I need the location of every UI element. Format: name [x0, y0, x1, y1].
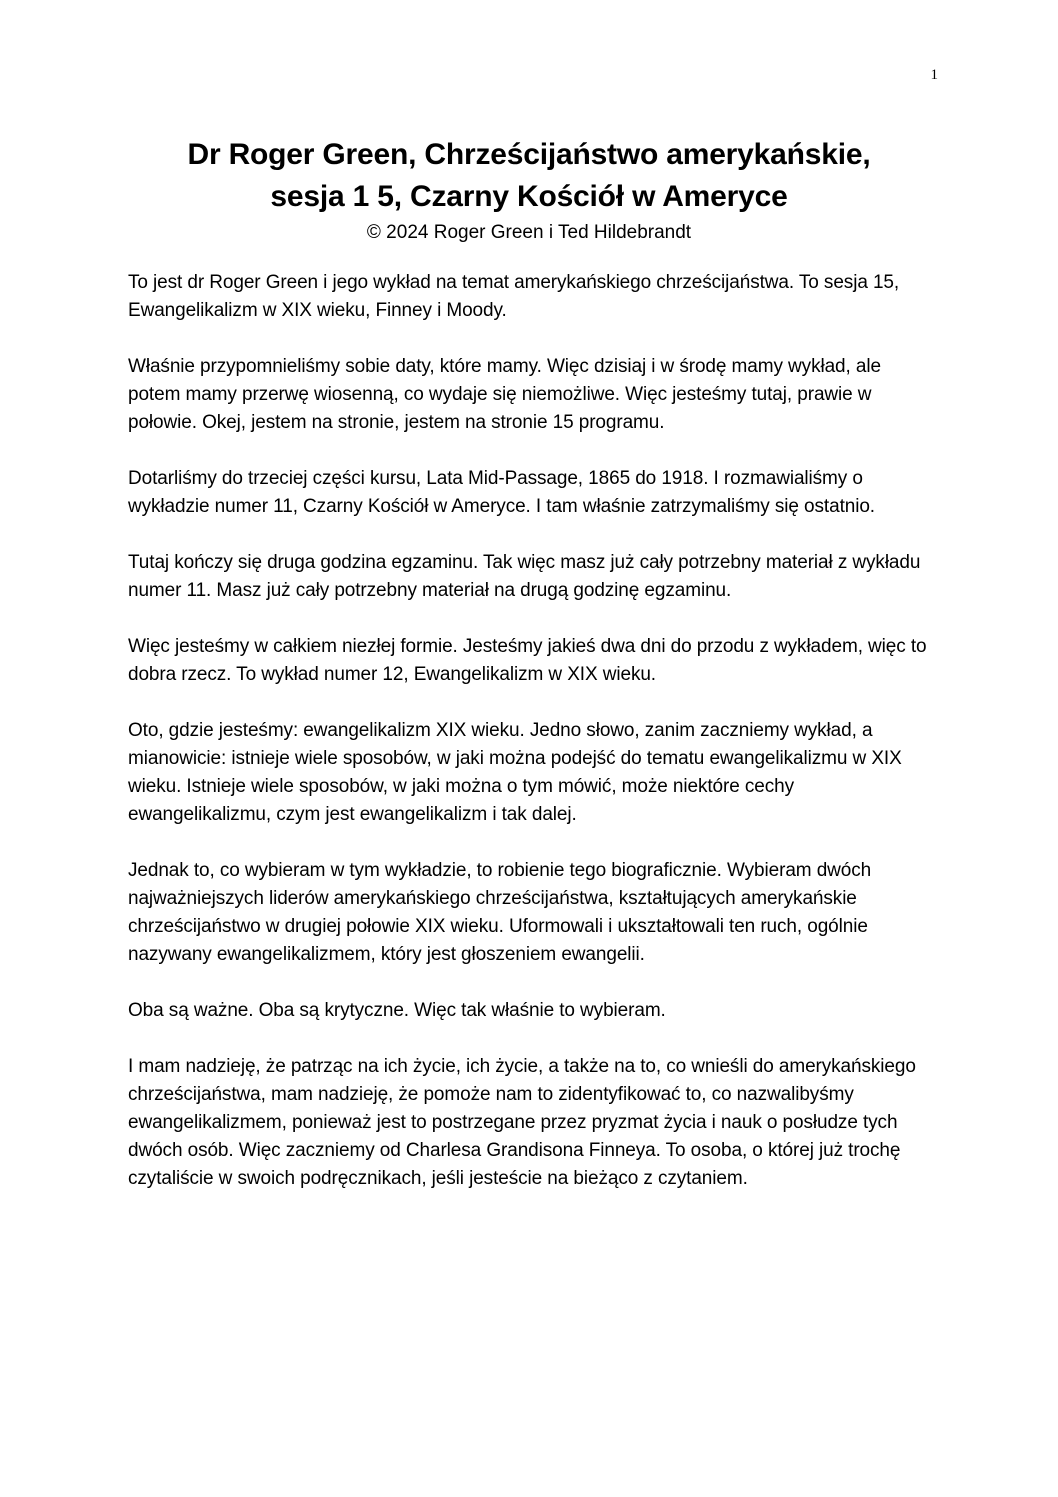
paragraph-1: To jest dr Roger Green i jego wykład na temat amerykańskiego chrześcijaństwa. To sesja 15, Ewangelikalizm w XIX wieku, Finney i Moody.	[128, 272, 900, 321]
document-header	[120, 134, 938, 245]
document-title	[120, 134, 938, 218]
paragraph-2: Właśnie przypomnieliśmy sobie daty, które mamy. Więc dzisiaj i w środę mamy wykład, ale potem mamy przerwę wiosenną, co wydaje się niemożliwe. Więc jesteśmy tutaj, prawie w połowie. Okej, jestem na stronie, jestem na stronie 15 programu.	[128, 356, 881, 433]
paragraph-7: Jednak to, co wybieram w tym wykładzie, to robienie tego biograficznie. Wybieram dwóch najważniejszych liderów amerykańskiego chrześcijaństwa, kształtujących amerykańskie chrześcijaństwo w drugiej połowie XIX wieku. Uformowali i ukształtowali ten ruch, ogólnie nazywany ewangelikalizmem, który jest głoszeniem ewangelii.	[128, 860, 872, 965]
paragraph-4: Tutaj kończy się druga godzina egzaminu. Tak więc masz już cały potrzebny materiał z wykładu numer 11. Masz już cały potrzebny materiał na drugą godzinę egzaminu.	[128, 552, 921, 601]
page-number: 1	[930, 67, 938, 83]
paragraph-5: Więc jesteśmy w całkiem niezłej formie. Jesteśmy jakieś dwa dni do przodu z wykładem, więc to dobra rzecz. To wykład numer 12, Ewangelikalizm w XIX wieku.	[128, 636, 927, 685]
copyright-line: © 2024 Roger Green i Ted Hildebrandt	[366, 222, 692, 243]
document-body	[128, 269, 938, 1221]
paragraph-8: Oba są ważne. Oba są krytyczne. Więc tak właśnie to wybieram.	[128, 1000, 666, 1021]
paragraph-9: I mam nadzieję, że patrząc na ich życie, ich życie, a także na to, co wnieśli do amerykańskiego chrześcijaństwa, mam nadzieję, że pomoże nam to zidentyfikować to, co nazwalibyśmy ewangelikalizmem, ponieważ jest to postrzegane przez pryzmat życia i nauk o posłudze tych dwóch osób. Więc zaczniemy od Charlesa Grandisona Finneya. To osoba, o której już trochę czytaliście w swoich podręcznikach, jeśli jesteście na bieżąco z czytaniem.	[128, 1056, 916, 1189]
paragraph-3: Dotarliśmy do trzeciej części kursu, Lata Mid-Passage, 1865 do 1918. I rozmawialiśmy o wykładzie numer 11, Czarny Kościół w Ameryce. I tam właśnie zatrzymaliśmy się ostatnio.	[128, 468, 875, 517]
title-line-1: Dr Roger Green, Chrześcijaństwo amerykańskie,	[187, 138, 871, 171]
title-line-2: sesja 1 5, Czarny Kościół w Ameryce	[270, 180, 788, 213]
paragraph-6: Oto, gdzie jesteśmy: ewangelikalizm XIX wieku. Jedno słowo, zanim zaczniemy wykład, a mianowicie: istnieje wiele sposobów, w jaki można podejść do tematu ewangelikalizmu w XIX wieku. Istnieje wiele sposobów, w jaki można o tym mówić, może niektóre cechy ewangelikalizmu, czym jest ewangelikalizm i tak dalej.	[128, 720, 902, 825]
